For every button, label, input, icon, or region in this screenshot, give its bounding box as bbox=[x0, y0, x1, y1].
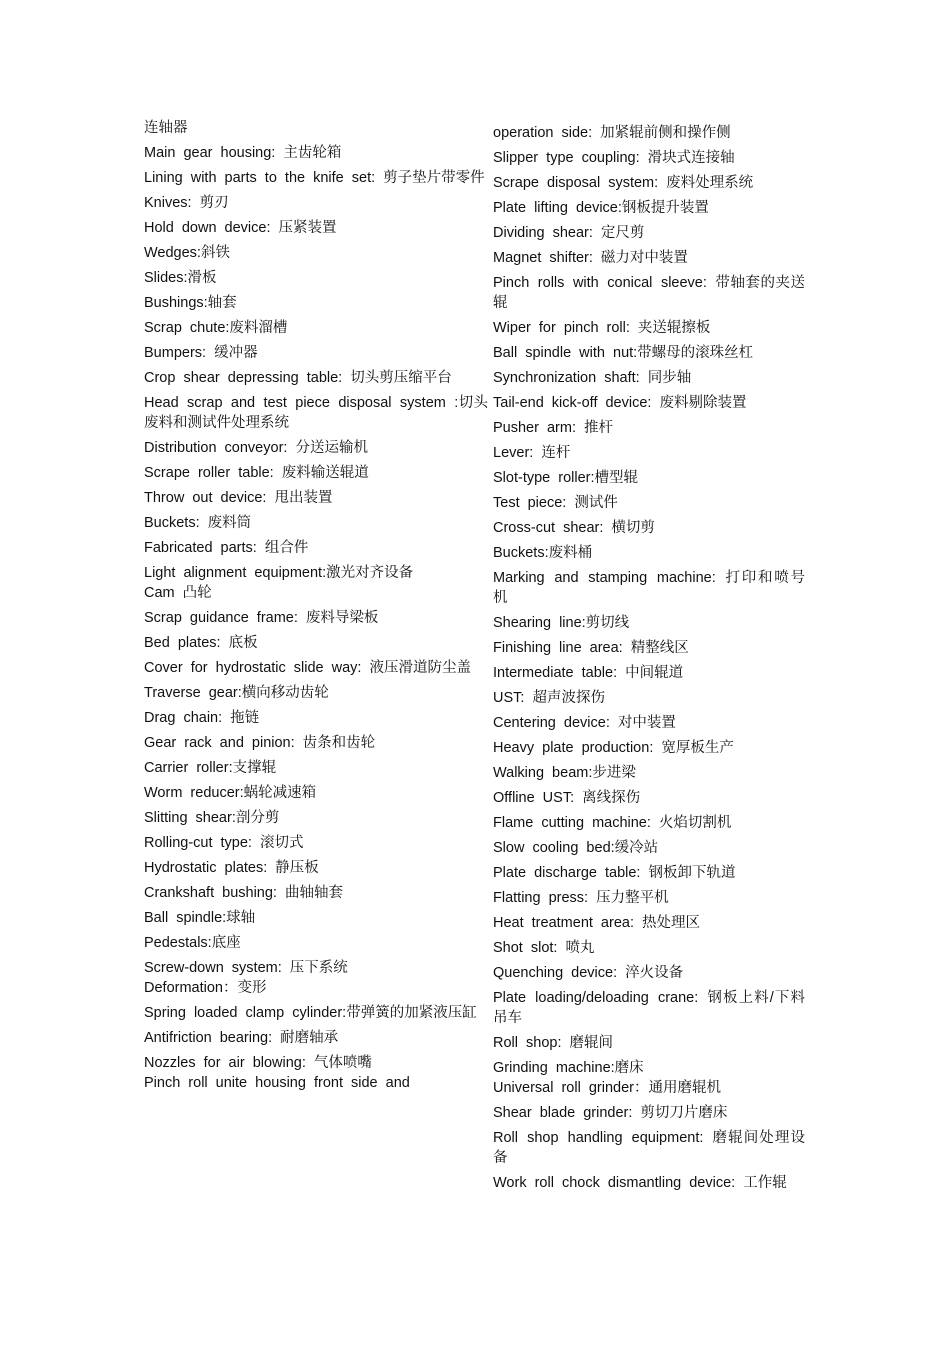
glossary-entry: Work roll chock dismantling device: 工作辊 bbox=[493, 1175, 787, 1191]
glossary-entry: Fabricated parts: 组合件 bbox=[144, 540, 309, 556]
glossary-entry: Buckets:废料桶 bbox=[493, 545, 593, 561]
glossary-entry: Wiper for pinch roll: 夹送辊擦板 bbox=[493, 320, 711, 336]
glossary-entry: Rolling-cut type: 滚切式 bbox=[144, 835, 304, 851]
glossary-entry: Screw-down system: 压下系统 bbox=[144, 960, 348, 976]
glossary-entry: Knives: 剪刃 bbox=[144, 195, 229, 211]
glossary-entry: Slitting shear:剖分剪 bbox=[144, 810, 280, 826]
glossary-entry: Crankshaft bushing: 曲轴轴套 bbox=[144, 885, 343, 901]
glossary-entry: Heavy plate production: 宽厚板生产 bbox=[493, 740, 734, 756]
glossary-entry: Traverse gear:横向移动齿轮 bbox=[144, 685, 329, 701]
glossary-entry: Tail-end kick-off device: 废料剔除装置 bbox=[493, 395, 747, 411]
glossary-entry: Spring loaded clamp cylinder:带弹簧的加紧液压缸 bbox=[144, 1005, 477, 1021]
glossary-entry: Cam 凸轮 bbox=[144, 585, 212, 601]
glossary-entry: Crop shear depressing table: 切头剪压缩平台 bbox=[144, 370, 452, 386]
glossary-entry: Quenching device: 淬火设备 bbox=[493, 965, 684, 981]
glossary-entry: Lever: 连杆 bbox=[493, 445, 571, 461]
glossary-entry: Offline UST: 离线探伤 bbox=[493, 790, 641, 806]
glossary-entry: Marking and stamping machine: 打印和喷号机 bbox=[493, 570, 805, 606]
glossary-entry: Pinch rolls with conical sleeve: 带轴套的夹送辊 bbox=[493, 275, 805, 311]
glossary-entry: Buckets: 废料筒 bbox=[144, 515, 252, 531]
glossary-entry: Ball spindle with nut:带螺母的滚珠丝杠 bbox=[493, 345, 754, 361]
glossary-entry: Slow cooling bed:缓冷站 bbox=[493, 840, 659, 856]
glossary-entry: Head scrap and test piece disposal system :切头废料和测试件处理系统 bbox=[144, 395, 488, 431]
glossary-entry: Drag chain: 拖链 bbox=[144, 710, 260, 726]
glossary-entry: Wedges:斜铁 bbox=[144, 245, 230, 261]
glossary-entry: Slot-type roller:槽型辊 bbox=[493, 470, 639, 486]
glossary-entry: Hydrostatic plates: 静压板 bbox=[144, 860, 319, 876]
glossary-entry: Intermediate table: 中间辊道 bbox=[493, 665, 684, 681]
glossary-entry: Plate lifting device:钢板提升装置 bbox=[493, 200, 709, 216]
glossary-entry: Plate discharge table: 钢板卸下轨道 bbox=[493, 865, 736, 881]
glossary-entry: Lining with parts to the knife set: 剪子垫片带零件 bbox=[144, 170, 485, 186]
glossary-entry: Scrape roller table: 废料输送辊道 bbox=[144, 465, 369, 481]
glossary-entry: Shear blade grinder: 剪切刀片磨床 bbox=[493, 1105, 728, 1121]
glossary-entry: Slipper type coupling: 滑块式连接轴 bbox=[493, 150, 735, 166]
glossary-entry: Universal roll grinder：通用磨辊机 bbox=[493, 1080, 721, 1096]
glossary-entry: Bed plates: 底板 bbox=[144, 635, 258, 651]
glossary-entry: Cover for hydrostatic slide way: 液压滑道防尘盖 bbox=[144, 660, 471, 676]
glossary-entry: Deformation：变形 bbox=[144, 980, 267, 996]
glossary-entry: Shot slot: 喷丸 bbox=[493, 940, 595, 956]
glossary-entry: Carrier roller:支撑辊 bbox=[144, 760, 277, 776]
glossary-entry: Bumpers: 缓冲器 bbox=[144, 345, 258, 361]
glossary-entry: Grinding machine:磨床 bbox=[493, 1060, 644, 1076]
glossary-entry: Ball spindle:球轴 bbox=[144, 910, 256, 926]
glossary-entry: Test piece: 测试件 bbox=[493, 495, 618, 511]
glossary-entry: Cross-cut shear: 横切剪 bbox=[493, 520, 655, 536]
glossary-entry: Scrap chute:废料溜槽 bbox=[144, 320, 288, 336]
glossary-entry: Hold down device: 压紧装置 bbox=[144, 220, 337, 236]
glossary-entry: Throw out device: 甩出装置 bbox=[144, 490, 333, 506]
glossary-entry: Scrape disposal system: 废料处理系统 bbox=[493, 175, 754, 191]
glossary-entry: Shearing line:剪切线 bbox=[493, 615, 630, 631]
glossary-entry: Walking beam:步进梁 bbox=[493, 765, 636, 781]
glossary-entry: Gear rack and pinion: 齿条和齿轮 bbox=[144, 735, 376, 751]
glossary-entry: Roll shop handling equipment: 磨辊间处理设备 bbox=[493, 1130, 805, 1166]
glossary-entry: Centering device: 对中装置 bbox=[493, 715, 676, 731]
glossary-entry: Magnet shifter: 磁力对中装置 bbox=[493, 250, 688, 266]
glossary-entry: Pinch roll unite housing front side and bbox=[144, 1075, 410, 1091]
glossary-entry: Dividing shear: 定尺剪 bbox=[493, 225, 645, 241]
glossary-entry: Plate loading/deloading crane: 钢板上料/下料吊车 bbox=[493, 990, 805, 1026]
left-column bbox=[144, 118, 488, 1098]
glossary-entry: Flame cutting machine: 火焰切割机 bbox=[493, 815, 732, 831]
glossary-entry: Flatting press: 压力整平机 bbox=[493, 890, 669, 906]
glossary-entry: Bushings:轴套 bbox=[144, 295, 237, 311]
glossary-entry: Distribution conveyor: 分送运输机 bbox=[144, 440, 368, 456]
glossary-entry: Pedestals:底座 bbox=[144, 935, 241, 951]
glossary-entry: Worm reducer:蜗轮减速箱 bbox=[144, 785, 317, 801]
glossary-entry: UST: 超声波探伤 bbox=[493, 690, 605, 706]
glossary-entry: Slides:滑板 bbox=[144, 270, 217, 286]
glossary-entry: Nozzles for air blowing: 气体喷嘴 bbox=[144, 1055, 372, 1071]
glossary-entry: Pusher arm: 推杆 bbox=[493, 420, 613, 436]
glossary-entry: Light alignment equipment:激光对齐设备 bbox=[144, 565, 414, 581]
glossary-entry: Antifriction bearing: 耐磨轴承 bbox=[144, 1030, 339, 1046]
glossary-entry: Roll shop: 磨辊间 bbox=[493, 1035, 614, 1051]
glossary-entry: Synchronization shaft: 同步轴 bbox=[493, 370, 692, 386]
glossary-entry: Heat treatment area: 热处理区 bbox=[493, 915, 701, 931]
glossary-entry: operation side: 加紧辊前侧和操作侧 bbox=[493, 125, 731, 141]
glossary-entry: Finishing line area: 精整线区 bbox=[493, 640, 689, 656]
glossary-entry: Scrap guidance frame: 废料导梁板 bbox=[144, 610, 379, 626]
glossary-entry: 连轴器 bbox=[144, 120, 188, 136]
right-column bbox=[493, 123, 805, 1198]
glossary-entry: Main gear housing: 主齿轮箱 bbox=[144, 145, 342, 161]
